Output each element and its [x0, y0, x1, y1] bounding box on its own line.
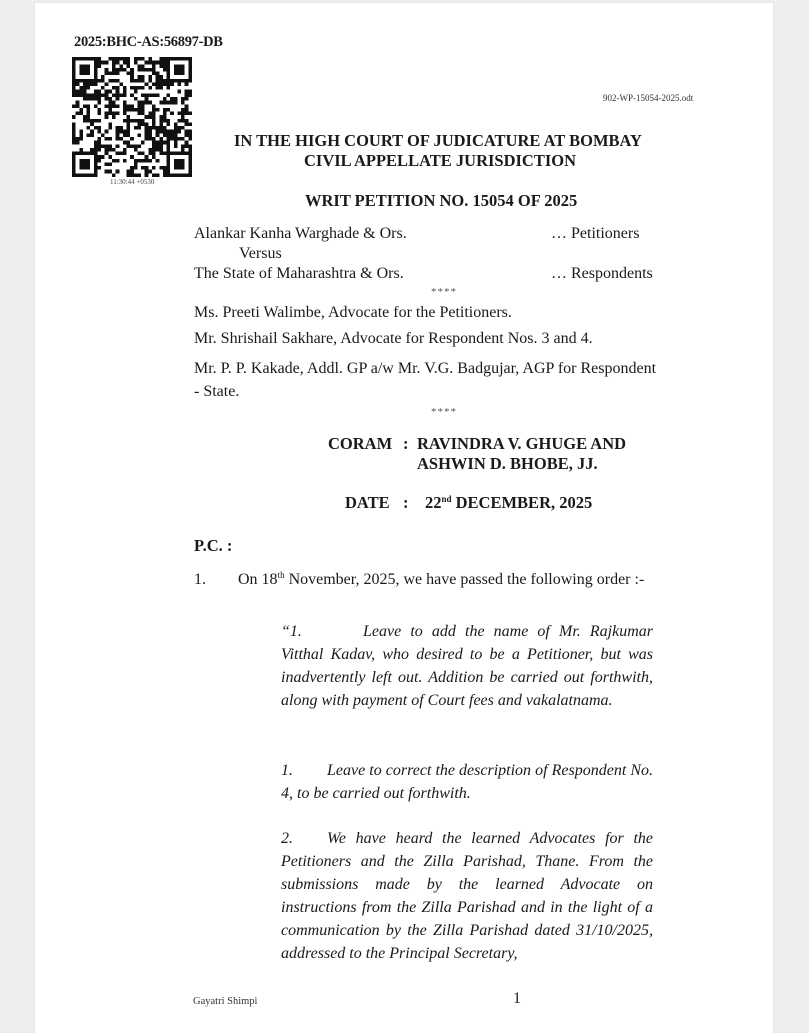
quoted-order-item [281, 827, 653, 965]
coram-colon: : [403, 434, 409, 453]
qr-code [72, 57, 192, 177]
coram-label: CORAM [328, 434, 393, 453]
court-title: IN THE HIGH COURT OF JUDICATURE AT BOMBAY [234, 131, 642, 150]
paragraph-number: 1. [194, 571, 206, 588]
quoted-item-text: We have heard the learned Advocates for the Petitioners and the Zilla Parishad, Thane. From the submissions made by the learned Advocate on instructions from the Zilla Parishad and in the light of a communication by the Zilla Parishad dated 31/10/2025, addressed to the Principal Secretary, [281, 830, 653, 962]
file-name: 902-WP-15054-2025.odt [603, 93, 694, 103]
advocate-line: - State. [194, 383, 240, 400]
paragraph-text: On 18th November, 2025, we have passed the following order :- [238, 570, 645, 588]
footer-stenographer: Gayatri Shimpi [193, 996, 258, 1007]
advocate-line: Mr. Shrishail Sakhare, Advocate for Respondent Nos. 3 and 4. [194, 330, 593, 347]
petitioner-role: … Petitioners [551, 225, 640, 242]
date-colon: : [403, 493, 409, 512]
versus-label: Versus [239, 245, 282, 262]
quoted-item-text: Leave to add the name of Mr. Rajkumar Vitthal Kadav, who desired to be a Petitioner, but was inadvertently left out. Addition be carried out forthwith, along with payment of Court fees and vakalatnama. [281, 623, 653, 709]
jurisdiction-title: CIVIL APPELLATE JURISDICTION [304, 151, 577, 170]
advocate-line: Mr. P. P. Kakade, Addl. GP a/w Mr. V.G. Badgujar, AGP for Respondent [194, 360, 657, 377]
page-number: 1 [513, 990, 521, 1007]
separator-stars: **** [431, 286, 457, 298]
qr-modules [72, 57, 192, 177]
quoted-order-item [281, 620, 653, 712]
petitioner-name: Alankar Kanha Warghade & Ors. [194, 225, 407, 242]
order-date: 22nd DECEMBER, 2025 [425, 493, 593, 512]
coram-judge-1: RAVINDRA V. GHUGE AND [417, 434, 627, 453]
separator-stars: **** [431, 406, 457, 418]
respondent-name: The State of Maharashtra & Ors. [194, 265, 404, 282]
advocate-line: Ms. Preeti Walimbe, Advocate for the Petitioners. [194, 304, 512, 321]
quoted-item-number: 2. [281, 830, 293, 847]
pc-label: P.C. : [194, 536, 233, 555]
quoted-item-number: 1. [281, 762, 293, 779]
quoted-order-item [281, 759, 653, 805]
neutral-citation: 2025:BHC-AS:56897-DB [74, 34, 223, 50]
quoted-item-text: Leave to correct the description of Respondent No. 4, to be carried out forthwith. [281, 762, 653, 802]
qr-timestamp: 11:30:44 +0530 [110, 178, 155, 186]
date-label: DATE [345, 493, 390, 512]
coram-judge-2: ASHWIN D. BHOBE, JJ. [417, 454, 598, 473]
quoted-item-number: “1. [281, 623, 302, 640]
respondent-role: … Respondents [551, 265, 653, 282]
petition-number: WRIT PETITION NO. 15054 OF 2025 [305, 191, 578, 210]
